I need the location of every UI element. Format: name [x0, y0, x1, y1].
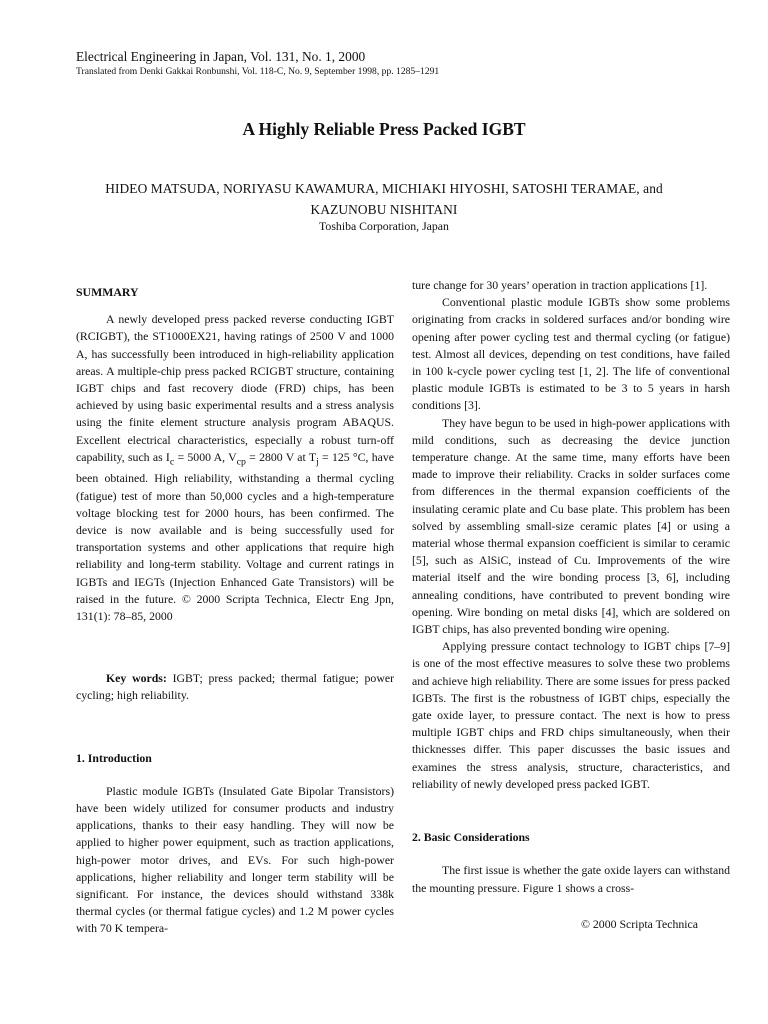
intro-paragraph-1: Plastic module IGBTs (Insulated Gate Bipolar Transistors) have been widely utilized for consumer products and industry applications, thanks to their easy handling. They will now be applied to higher power equipment, such as traction applications, high-power motor drives, and EVs. For such high-power applications, higher reliability and longer term stability will be significant. For instance, the devices should withstand 338k thermal cycles (or thermal fatigue cycles) and 1.2 M power cycles with 70 K tempera- [76, 783, 394, 936]
keywords-label: Key words: [106, 671, 167, 686]
intro-paragraph-4: Applying pressure contact technology to IGBT chips [7–9] is one of the most effective measures to solve these two problems and achieve high reliability. There are some issues for press packed IGBTs. The first is the robustness of IGBT chips, especially the gate oxide layer, to pressure contact. The next is how to press multiple IGBT chips and FRD chips simultaneously, when their thicknesses differ. This paper discusses the basic issues and examines the stress analysis, structure, characteristics, and reliability of newly developed press packed IGBT. [412, 639, 730, 791]
left-column [76, 284, 394, 938]
intro-paragraph-3: They have begun to be used in high-power applications with mild conditions, such as decreasing the device junction temperature change. At the same time, many efforts have been made to improve their reliability. Cracks in solder surfaces come from differences in the thermal expansion coefficients of the insulating ceramic plate and Cu base plate. This problem has been solved by assembling small-size ceramic plates [4] or using a material whose thermal expansion coefficient is similar to ceramic [5], such as AlSiC, instead of Cu. Improvements of the wire material itself and the wire bonding process [3, 6], including annealing conditions, have contributed to prevent bonding wire opening. Wire bonding on metal disks [4], which are soldered on IGBT chips, has also prevented bonding wire opening. [412, 415, 730, 637]
summary-paragraph: A newly developed press packed reverse conducting IGBT (RCIGBT), the ST1000EX21, having ratings of 2500 V and 1000 A, has successfully been introduced in high-reliability application areas. A multiple-chip press packed RCIGBT structure, containing IGBT chips and fast recovery diode (FRD) chips, has been achieved by using basic experimental results and a stress analysis using the finite element structure analysis program ABAQUS. Excellent electrical characteristics, especially a robust turn-off capability, such as $I_c = 5000$ A, $V_{cp} = 2800$ V at $T_j = 125$ °C, have been obtained. High reliability, withstanding a thermal cycling (fatigue) test of more than 50,000 cycles and a high-temperature voltage blocking test for 2000 hours, has been confirmed. The device is now available and is being successfully used for transportation systems and other applications that require high reliability and long-term stability. Voltage and current ratings in IGBTs and IEGTs (Injection Enhanced Gate Transistors) will be raised in the future. © 2000 Scripta Technica, Electr Eng Jpn, 131(1): 78–85, 2000 [76, 312, 394, 624]
intro-continuation: ture change for 30 years’ operation in traction applications [1]. [412, 278, 708, 292]
summary-heading: SUMMARY [76, 285, 139, 299]
keywords [76, 670, 394, 704]
author-list: HIDEO MATSUDA, NORIYASU KAWAMURA, MICHIAKI HIYOSHI, SATOSHI TERAMAE, and KAZUNOBU NISHITANI [105, 181, 663, 217]
translation-note: Translated from Denki Gakkai Ronbunshi, Vol. 118-C, No. 9, September 1998, pp. 1285–1291 [76, 66, 440, 77]
copyright-footer: © 2000 Scripta Technica [580, 917, 698, 931]
intro-paragraph-2: Conventional plastic module IGBTs show some problems originating from cracks in soldered surfaces and/or bonding wire opening after power cycling test and thermal cycling (or fatigue) test. Almost all devices, depending on test conditions, have failed in 100 k-cycle power cycling test [1, 2]. The life of conventional plastic module IGBTs is estimated to be 3 to 5 years in harsh conditions [3]. [412, 295, 730, 413]
affiliation: Toshiba Corporation, Japan [319, 219, 449, 233]
section-2-paragraph-1: The first issue is whether the gate oxide layers can withstand the mounting pressure. Figure 1 shows a cross- [412, 863, 730, 895]
paper-title: A Highly Reliable Press Packed IGBT [242, 119, 526, 139]
journal-citation: Electrical Engineering in Japan, Vol. 131, No. 1, 2000 [76, 49, 366, 64]
section-1-heading: 1. Introduction [76, 750, 152, 765]
right-column [412, 277, 730, 897]
keywords-text: IGBT; press packed; thermal fatigue; power cycling; high reliability. [76, 671, 394, 703]
section-2-heading: 2. Basic Considerations [412, 830, 530, 845]
